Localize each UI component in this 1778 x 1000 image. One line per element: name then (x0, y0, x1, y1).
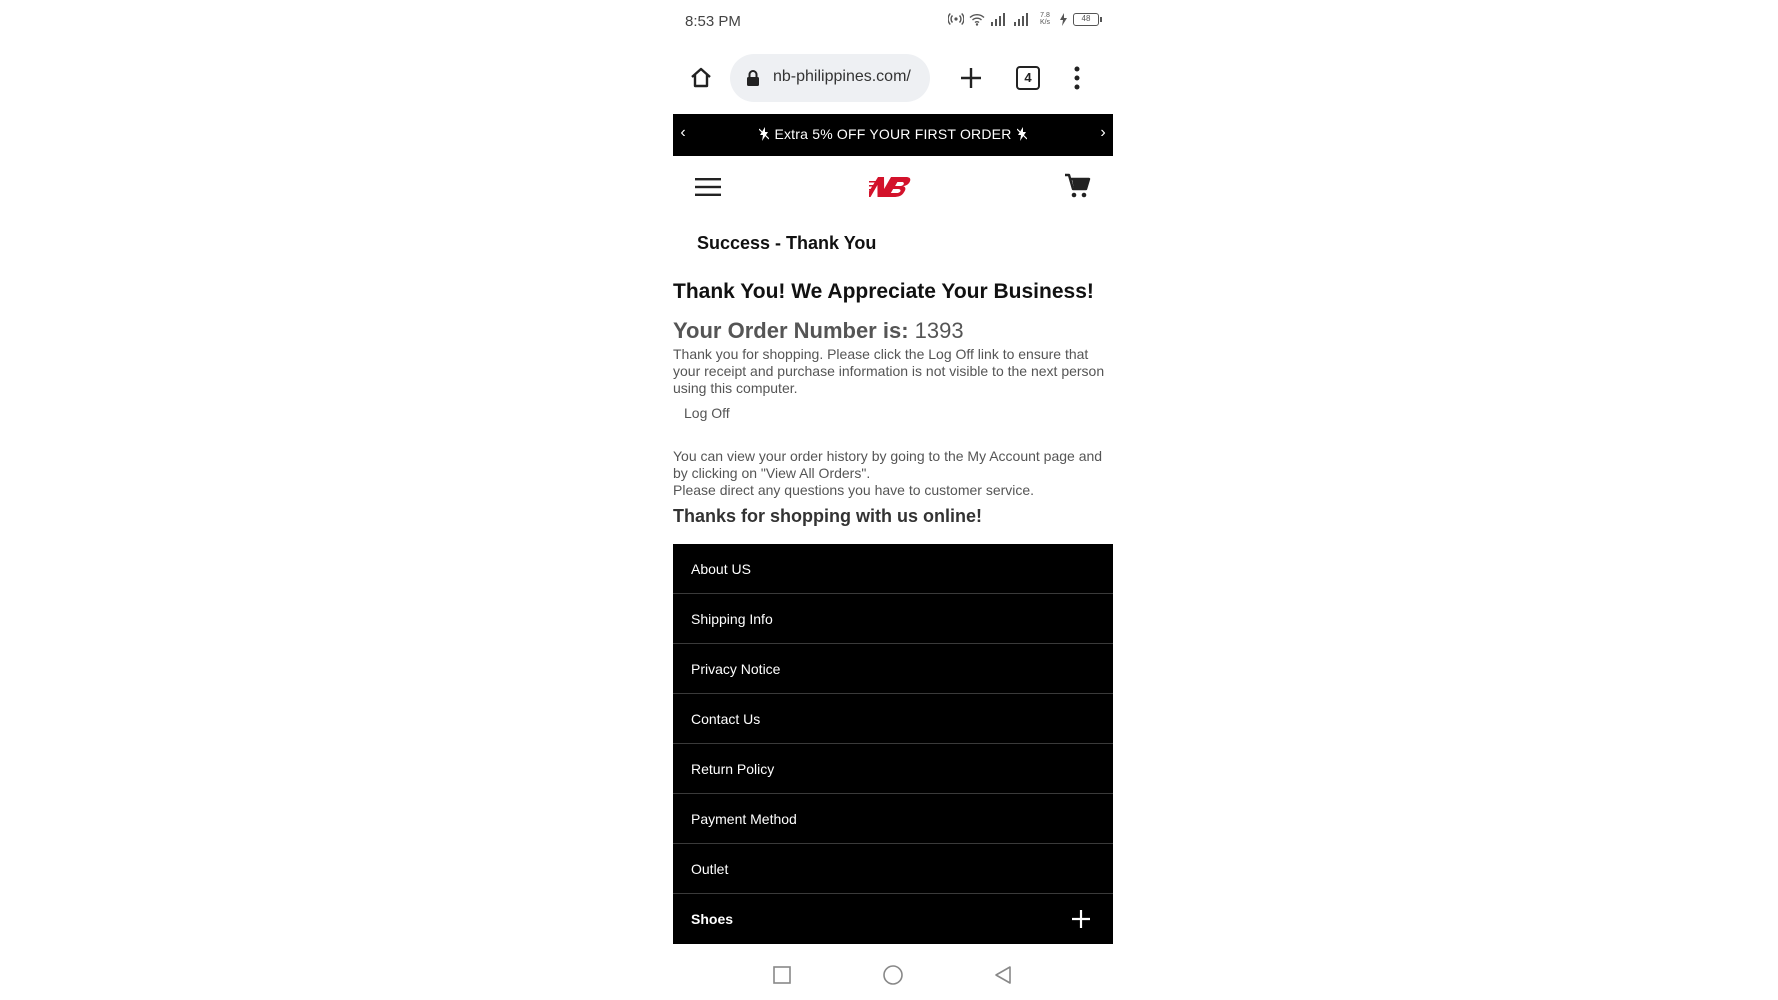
signal-icon-2 (1013, 13, 1031, 26)
lock-icon (746, 70, 760, 86)
new-balance-logo[interactable] (869, 174, 917, 200)
order-number: 1393 (914, 318, 964, 343)
logoff-link[interactable]: Log Off (684, 405, 730, 421)
bolt-icon (1017, 127, 1027, 141)
status-time: 8:53 PM (685, 13, 741, 30)
footer-item-label: Shoes (691, 911, 734, 927)
footer-item-about-us[interactable] (673, 544, 1113, 594)
more-vert-icon[interactable] (1071, 64, 1083, 92)
charging-icon (1059, 13, 1068, 26)
url-text: nb-philippines.com/ (773, 68, 911, 85)
page-title: Success - Thank You (697, 233, 877, 253)
status-icons (948, 12, 1099, 26)
order-history-message: You can view your order history by going to the My Account page and by clicking on "View All Orders". (673, 448, 1103, 481)
promo-prev-button[interactable]: ‹ (680, 124, 686, 141)
footer-item-outlet[interactable] (673, 844, 1113, 894)
order-number-line (673, 318, 1113, 344)
footer-item-label: Privacy Notice (691, 661, 781, 677)
footer-item-label: Outlet (691, 861, 729, 877)
promo-text: Extra 5% OFF YOUR FIRST ORDER (774, 126, 1012, 142)
tab-switcher-button[interactable]: 4 (1016, 66, 1040, 90)
footer-item-shipping-info[interactable] (673, 594, 1113, 644)
cart-icon[interactable] (1063, 172, 1091, 200)
hamburger-icon[interactable] (695, 177, 721, 197)
footer-item-shoes[interactable] (673, 894, 1113, 944)
footer-item-label: Shipping Info (691, 611, 773, 627)
bolt-icon (759, 127, 769, 141)
footer-item-label: Payment Method (691, 811, 797, 827)
address-bar[interactable] (730, 54, 930, 102)
footer-item-label: Return Policy (691, 761, 775, 777)
site-header (673, 162, 1113, 212)
wifi-icon (969, 13, 985, 26)
customer-service-message: Please direct any questions you have to customer service. (673, 482, 1035, 498)
plus-icon[interactable] (957, 64, 985, 92)
footer-item-contact-us[interactable] (673, 694, 1113, 744)
battery-icon (1073, 13, 1099, 26)
expand-plus-icon[interactable] (1071, 909, 1091, 929)
home-icon[interactable] (687, 64, 715, 92)
footer-item-label: About US (691, 561, 751, 577)
net-speed: 7.8 K/s (1039, 12, 1051, 26)
back-icon[interactable] (992, 964, 1014, 986)
promo-next-button[interactable]: › (1100, 124, 1106, 141)
promo-banner (673, 114, 1113, 156)
promo-text-wrap (673, 126, 1113, 142)
closing-message: Thanks for shopping with us online! (673, 506, 982, 526)
thank-you-heading: Thank You! We Appreciate Your Business! (673, 280, 1094, 303)
signal-icon (990, 13, 1008, 26)
footer-menu (673, 544, 1113, 944)
home-nav-icon[interactable] (882, 964, 904, 986)
battery-level: 48 (1081, 13, 1091, 23)
footer-item-payment-method[interactable] (673, 794, 1113, 844)
main-content (673, 280, 1113, 527)
logoff-message: Thank you for shopping. Please click the Log Off link to ensure that your receipt and purchase information is not visible to the next person using this computer. (673, 346, 1105, 396)
hotspot-icon (948, 12, 964, 26)
order-label: Your Order Number is: (673, 318, 909, 343)
footer-item-label: Contact Us (691, 711, 761, 727)
browser-toolbar (673, 50, 1113, 106)
status-bar (673, 0, 1113, 44)
phone-screen (673, 0, 1113, 1000)
footer-item-return-policy[interactable] (673, 744, 1113, 794)
footer-item-privacy-notice[interactable] (673, 644, 1113, 694)
system-nav-bar (673, 960, 1113, 990)
recents-icon[interactable] (771, 964, 793, 986)
